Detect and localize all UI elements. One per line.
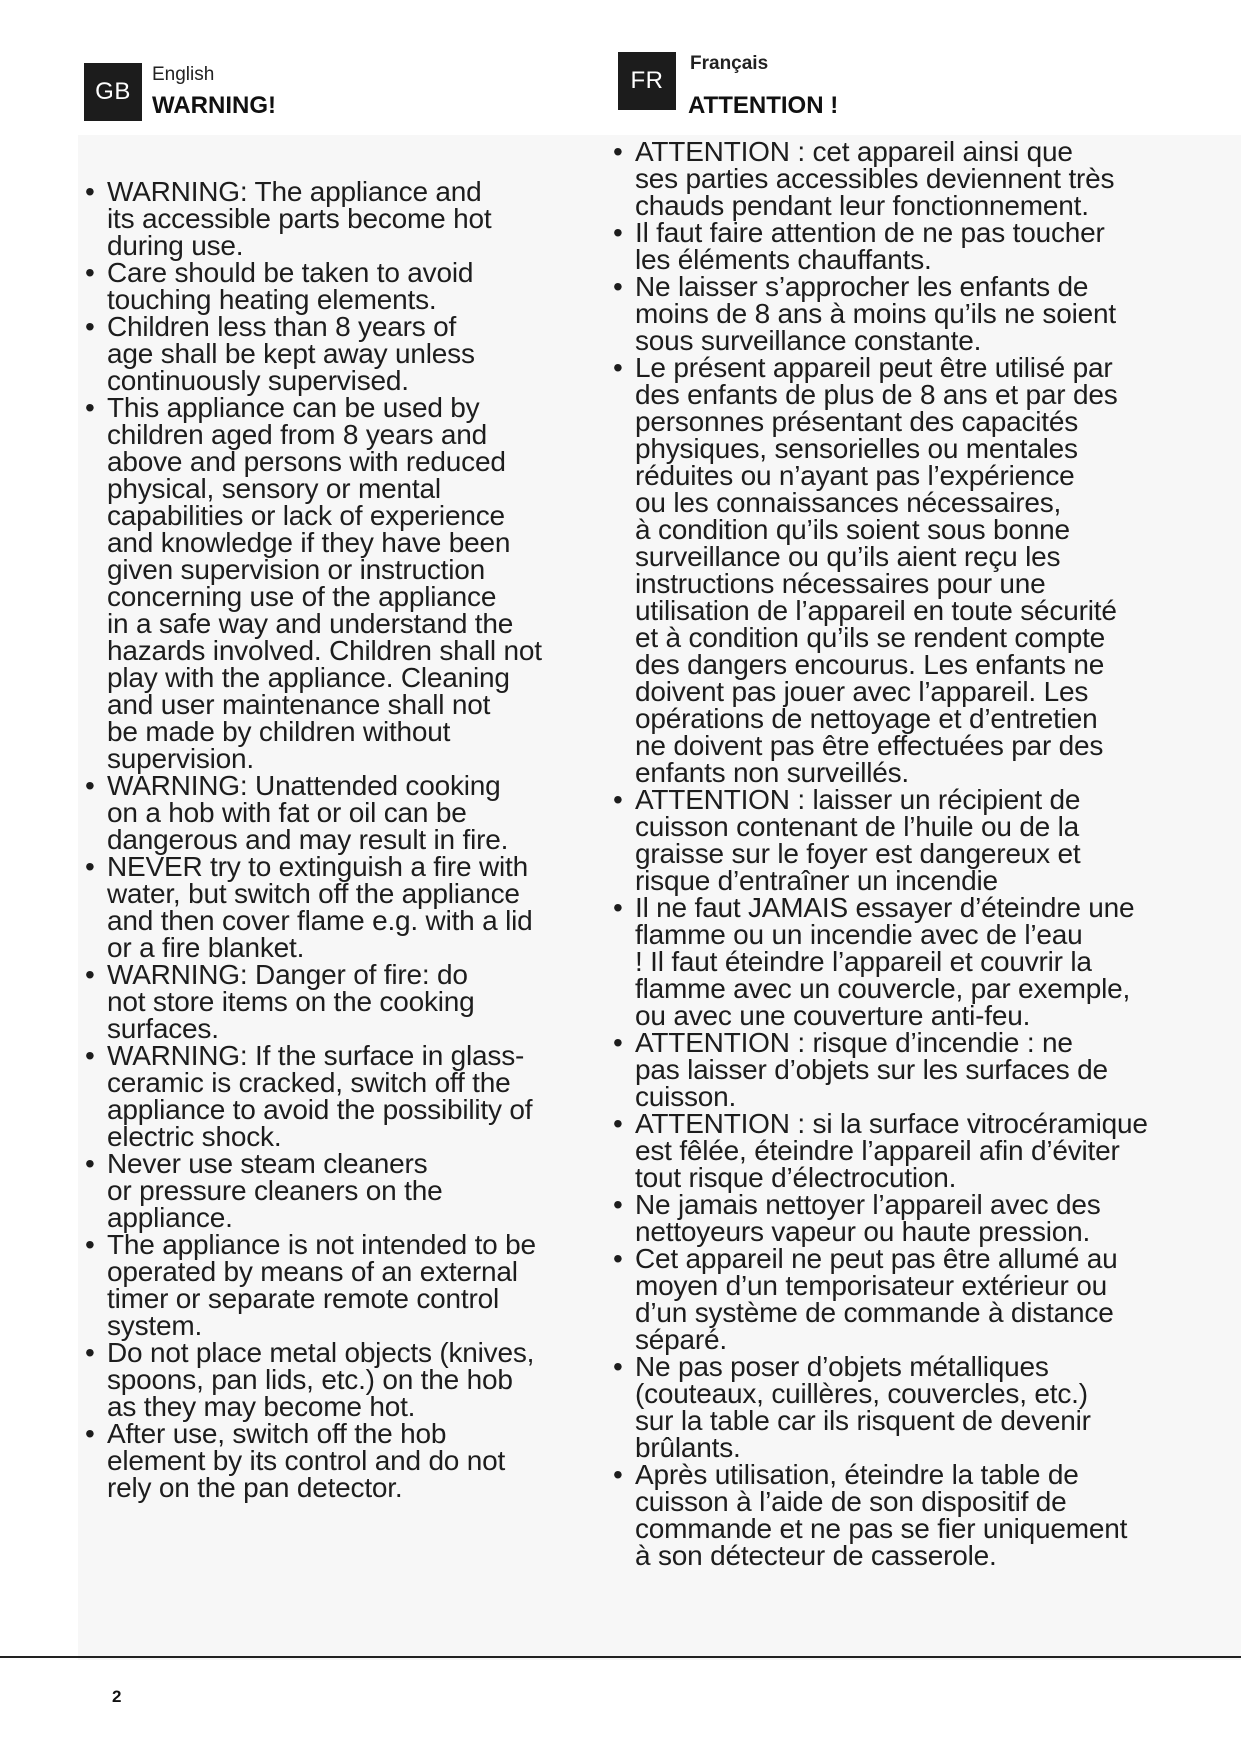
warning-item: • Cet appareil ne peut pas être allumé au moyen d’un temporisateur extérieur ou d’un système de commande à distance séparé. xyxy=(611,1245,1191,1353)
warning-item: • WARNING: The appliance and its accessible parts become hot during use. xyxy=(83,178,583,259)
language-code: FR xyxy=(630,67,664,94)
warning-item: • Do not place metal objects (knives, spoons, pan lids, etc.) on the hob as they may become hot. xyxy=(83,1339,583,1420)
warning-item: • Après utilisation, éteindre la table de cuisson à l’aide de son dispositif de commande et ne pas se fier uniquement à son détecteur de casserole. xyxy=(611,1461,1191,1569)
warning-item: • Ne laisser s’approcher les enfants de moins de 8 ans à moins qu’ils ne soient sous surveillance constante. xyxy=(611,273,1191,354)
english-warning-list xyxy=(83,178,583,1501)
page-number: 2 xyxy=(112,1687,122,1706)
warning-item: • WARNING: Unattended cooking on a hob with fat or oil can be dangerous and may result in fire. xyxy=(83,772,583,853)
warning-item: • Children less than 8 years of age shall be kept away unless continuously supervised. xyxy=(83,313,583,394)
french-warning-list xyxy=(611,138,1191,1569)
warning-item: • WARNING: Danger of fire: do not store items on the cooking surfaces. xyxy=(83,961,583,1042)
warning-item: • WARNING: If the surface in glass- ceramic is cracked, switch off the appliance to avoid the possibility of electric shock. xyxy=(83,1042,583,1150)
language-name-french: Français xyxy=(690,53,769,74)
warning-item: • This appliance can be used by children aged from 8 years and above and persons with reduced physical, sensory or mental capabilities or lack of experience and knowledge if they have been given supervision or instruction concerning use of the appliance in a safe way and understand the hazards involved. Children shall not play with the appliance. Cleaning and user maintenance shall not be made by children without supervision. xyxy=(83,394,583,772)
french-warnings-column xyxy=(611,138,1191,1569)
language-code: GB xyxy=(95,78,131,105)
language-badge-fr xyxy=(618,52,676,110)
warning-item: • The appliance is not intended to be operated by means of an external timer or separate remote control system. xyxy=(83,1231,583,1339)
warning-item: • Care should be taken to avoid touching heating elements. xyxy=(83,259,583,313)
warning-item: • ATTENTION : laisser un récipient de cuisson contenant de l’huile ou de la graisse sur le foyer est dangereux et risque d’entraîner un incendie xyxy=(611,786,1191,894)
footer-divider xyxy=(0,1656,1241,1658)
warning-item: • Ne pas poser d’objets métalliques (couteaux, cuillères, couvercles, etc.) sur la table car ils risquent de devenir brûlants. xyxy=(611,1353,1191,1461)
warning-item: • ATTENTION : cet appareil ainsi que ses parties accessibles deviennent très chauds pendant leur fonctionnement. xyxy=(611,138,1191,219)
english-warnings-column xyxy=(83,178,583,1501)
warning-item: • Never use steam cleaners or pressure cleaners on the appliance. xyxy=(83,1150,583,1231)
warning-item: • Il ne faut JAMAIS essayer d’éteindre une flamme ou un incendie avec de l’eau ! Il faut éteindre l’appareil et couvrir la flamme avec un couvercle, par exemple, ou avec une couverture anti-feu. xyxy=(611,894,1191,1029)
warning-item: • Le présent appareil peut être utilisé par des enfants de plus de 8 ans et par des personnes présentant des capacités physiques, sensorielles ou mentales réduites ou n’ayant pas l’expérience ou les connaissances nécessaires, à condition qu’ils soient sous bonne surveillance ou qu’ils aient reçu les instructions nécessaires pour une utilisation de l’appareil en toute sécurité et à condition qu’ils se rendent compte des dangers encourus. Les enfants ne doivent pas jouer avec l’appareil. Les opérations de nettoyage et d’entretien ne doivent pas être effectuées par des enfants non surveillés. xyxy=(611,354,1191,786)
warning-item: • ATTENTION : risque d’incendie : ne pas laisser d’objets sur les surfaces de cuisson. xyxy=(611,1029,1191,1110)
warning-item: • NEVER try to extinguish a fire with water, but switch off the appliance and then cover flame e.g. with a lid or a fire blanket. xyxy=(83,853,583,961)
warning-heading-french: ATTENTION ! xyxy=(688,92,839,119)
warning-item: • Ne jamais nettoyer l’appareil avec des nettoyeurs vapeur ou haute pression. xyxy=(611,1191,1191,1245)
language-name-english: English xyxy=(152,64,215,85)
warning-item: • ATTENTION : si la surface vitrocéramique est fêlée, éteindre l’appareil afin d’éviter tout risque d’électrocution. xyxy=(611,1110,1191,1191)
warning-item: • Il faut faire attention de ne pas toucher les éléments chauffants. xyxy=(611,219,1191,273)
warning-heading-english: WARNING! xyxy=(152,92,276,119)
warning-item: • After use, switch off the hob element by its control and do not rely on the pan detector. xyxy=(83,1420,583,1501)
language-badge-gb xyxy=(84,63,142,121)
